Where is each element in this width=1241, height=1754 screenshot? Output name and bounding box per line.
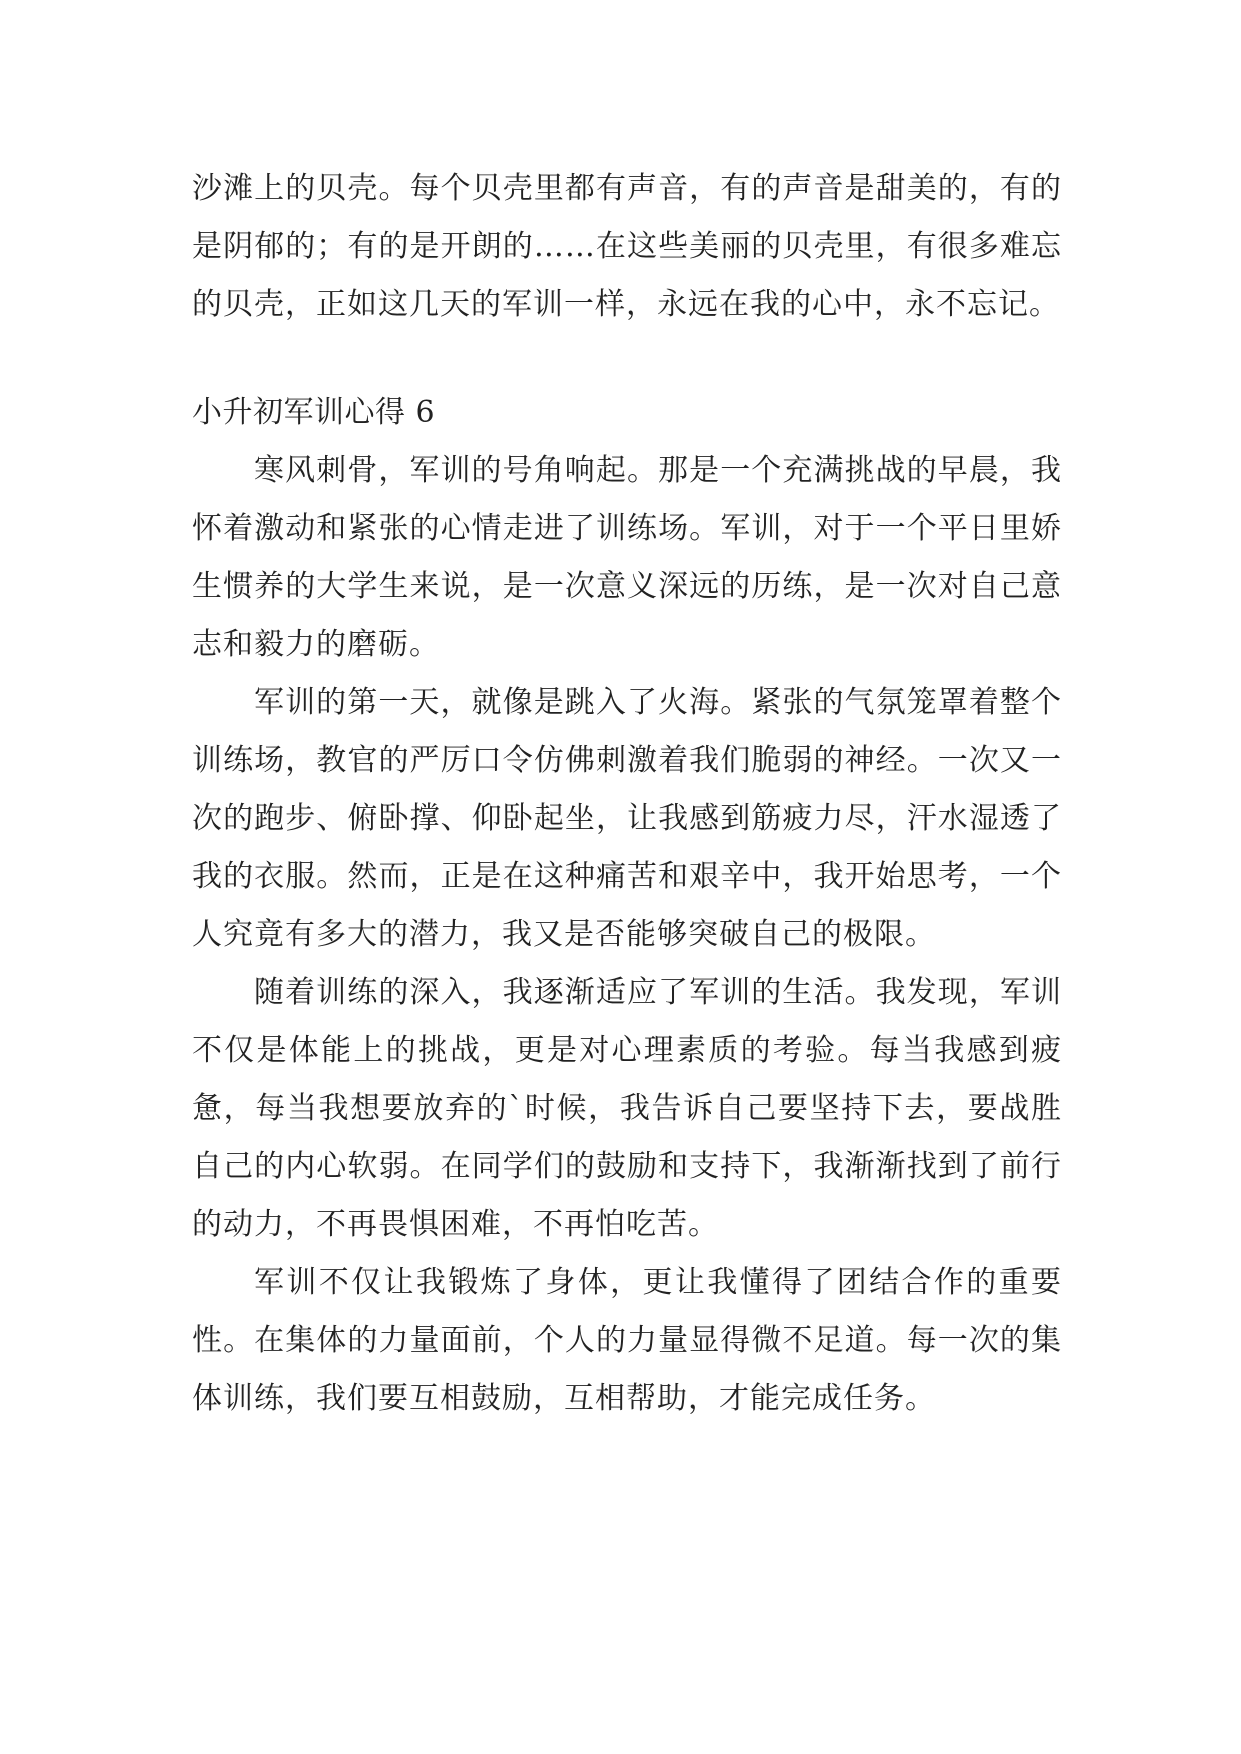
paragraph-3: 随着训练的深入，我逐渐适应了军训的生活。我发现，军训不仅是体能上的挑战，更是对心理素质的考验。每当我感到疲惫，每当我想要放弃的`时候，我告诉自己要坚持下去，要战胜自己的内心软弱。在同学们的鼓励和支持下，我渐渐找到了前行的动力，不再畏惧困难，不再怕吃苦。: [192, 975, 1062, 1242]
section-title: 小升初军训心得 6: [192, 395, 436, 430]
paragraph-4: 军训不仅让我锻炼了身体，更让我懂得了团结合作的重要性。在集体的力量面前，个人的力量显得微不足道。每一次的集体训练，我们要互相鼓励，互相帮助，才能完成任务。: [192, 1265, 1062, 1416]
paragraph-2: 军训的第一天，就像是跳入了火海。紧张的气氛笼罩着整个训练场，教官的严厉口令仿佛刺激着我们脆弱的神经。一次又一次的跑步、俯卧撑、仰卧起坐，让我感到筋疲力尽，汗水湿透了我的衣服。然而，正是在这种痛苦和艰辛中，我开始思考，一个人究竟有多大的潜力，我又是否能够突破自己的极限。: [192, 685, 1062, 952]
document-body: [192, 160, 1062, 1428]
intro-paragraph: 沙滩上的贝壳。每个贝壳里都有声音，有的声音是甜美的，有的是阴郁的；有的是开朗的……在这些美丽的贝壳里，有很多难忘的贝壳，正如这几天的军训一样，永远在我的心中，永不忘记。: [192, 171, 1062, 322]
paragraph-1: 寒风刺骨，军训的号角响起。那是一个充满挑战的早晨，我怀着激动和紧张的心情走进了训练场。军训，对于一个平日里娇生惯养的大学生来说，是一次意义深远的历练，是一次对自己意志和毅力的磨砺。: [192, 453, 1062, 662]
